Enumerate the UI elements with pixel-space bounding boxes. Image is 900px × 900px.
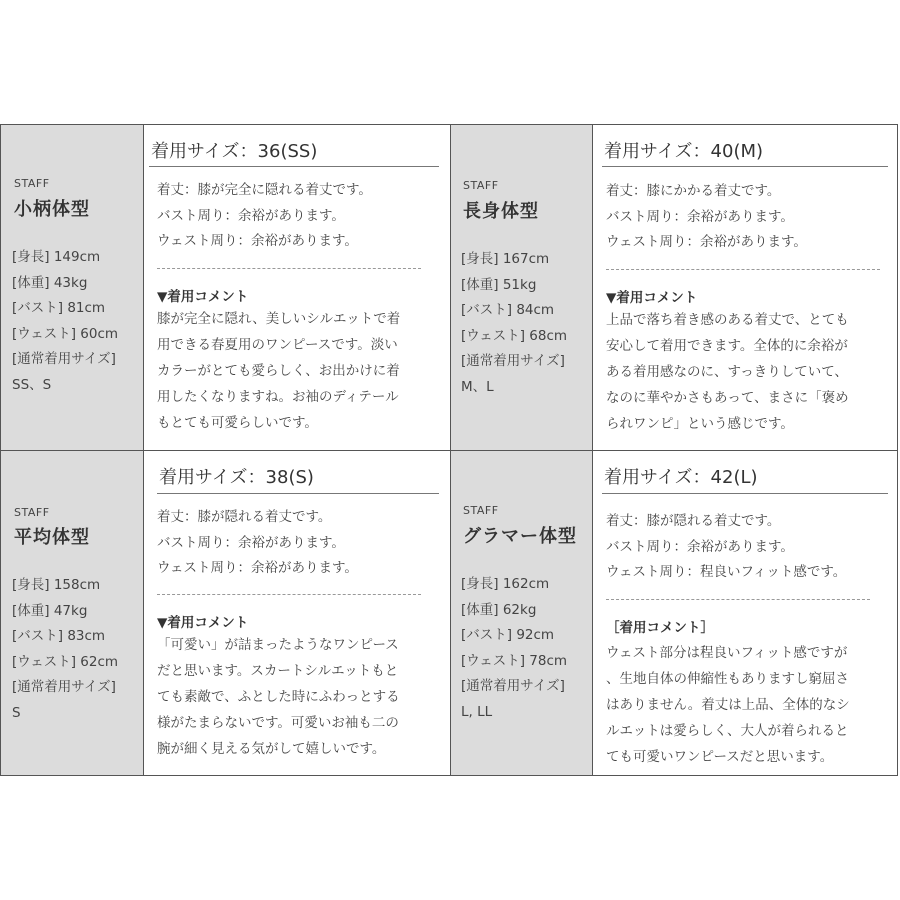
comment-body	[157, 632, 400, 762]
title-divider	[149, 166, 439, 167]
staff-label: STAFF	[463, 504, 499, 517]
stat-bust: [バスト] 83cm	[12, 628, 106, 645]
stat-weight: [体重] 62kg	[461, 601, 537, 618]
fit-review-panel	[143, 125, 450, 450]
size-title: 着用サイズ：36(SS)	[151, 141, 318, 162]
staff-label: STAFF	[14, 506, 50, 519]
dashed-divider	[157, 594, 421, 595]
staff-stats	[461, 247, 567, 401]
comment-heading: ［着用コメント］	[606, 620, 714, 636]
fit-details	[606, 179, 807, 256]
body-type-title: 長身体型	[463, 201, 539, 222]
staff-profile-panel	[450, 125, 592, 450]
dashed-divider	[606, 599, 870, 600]
staff-fit-table	[0, 124, 898, 776]
comment-line: 用したくなりますね。お袖のディテール	[157, 389, 399, 405]
comment-line: カラーがとても愛らしく、お出かけに着	[157, 363, 400, 379]
fit-review-panel	[592, 451, 897, 775]
size-title: 着用サイズ：38(S)	[159, 467, 314, 488]
comment-line: ある着用感なのに、すっきりしていて、	[606, 364, 848, 380]
body-type-title: 小柄体型	[14, 199, 90, 220]
dashed-divider	[606, 269, 880, 270]
fit-bust: バスト周り：余裕があります。	[606, 538, 794, 555]
stat-usual-size-value: S	[12, 704, 21, 721]
stat-weight: [体重] 43kg	[12, 274, 88, 291]
stat-waist: [ウェスト] 78cm	[461, 652, 568, 669]
stat-usual-size-label: [通常着用サイズ]	[461, 678, 565, 695]
stat-waist: [ウェスト] 62cm	[12, 653, 119, 670]
stat-bust: [バスト] 81cm	[12, 300, 106, 317]
size-title: 着用サイズ：42(L)	[604, 467, 758, 488]
stat-height: [身長] 149cm	[12, 249, 101, 265]
comment-line: 上品で落ち着き感のある着丈で、とても	[606, 312, 849, 328]
comment-body	[606, 640, 850, 770]
fit-length: 着丈：膝が隠れる着丈です。	[606, 513, 781, 529]
comment-line: ても素敵で、ふとした時にふわっとする	[157, 689, 400, 705]
comment-heading: ▼着用コメント	[157, 289, 249, 305]
staff-profile-panel	[1, 451, 143, 775]
fit-length: 着丈：膝が隠れる着丈です。	[157, 509, 332, 525]
stat-usual-size-value: L, LL	[461, 703, 493, 720]
stat-height: [身長] 162cm	[461, 576, 550, 592]
comment-line: なのに華やかさもあって、まさに「褒め	[606, 390, 849, 406]
stat-weight: [体重] 47kg	[12, 602, 88, 619]
comment-heading: ▼着用コメント	[157, 615, 249, 631]
staff-profile-panel	[1, 125, 143, 450]
title-divider	[157, 493, 439, 494]
stat-usual-size-label: [通常着用サイズ]	[12, 351, 116, 368]
staff-label: STAFF	[463, 179, 499, 192]
comment-line: 「可愛い」が詰まったようなワンピース	[157, 637, 399, 653]
comment-heading: ▼着用コメント	[606, 290, 698, 306]
fit-details	[157, 505, 358, 582]
fit-review-panel	[592, 125, 897, 450]
dashed-divider	[157, 268, 421, 269]
stat-usual-size-label: [通常着用サイズ]	[461, 353, 565, 370]
fit-waist: ウェスト周り：余裕があります。	[157, 233, 358, 250]
stat-usual-size-label: [通常着用サイズ]	[12, 679, 116, 696]
comment-line: ウェスト部分は程良いフィット感ですが	[606, 645, 848, 661]
staff-profile-panel	[450, 451, 592, 775]
comment-line: だと思います。スカートシルエットもと	[157, 663, 399, 679]
body-type-title: グラマー体型	[463, 526, 577, 547]
stat-height: [身長] 158cm	[12, 577, 101, 593]
stat-bust: [バスト] 92cm	[461, 627, 555, 644]
body-type-title: 平均体型	[14, 527, 90, 548]
fit-details	[606, 509, 846, 586]
stat-waist: [ウェスト] 60cm	[12, 325, 119, 342]
fit-bust: バスト周り：余裕があります。	[157, 534, 345, 551]
comment-body	[157, 306, 400, 436]
fit-bust: バスト周り：余裕があります。	[157, 207, 345, 224]
fit-details	[157, 178, 372, 255]
size-title: 着用サイズ：40(M)	[604, 141, 764, 162]
fit-waist: ウェスト周り：程良いフィット感です。	[606, 564, 847, 581]
fit-waist: ウェスト周り：余裕があります。	[157, 560, 358, 577]
fit-length: 着丈：膝が完全に隠れる着丈です。	[157, 182, 372, 198]
comment-line: 膝が完全に隠れ、美しいシルエットで着	[157, 311, 401, 327]
staff-stats	[461, 572, 567, 726]
stat-usual-size-value: SS、S	[12, 376, 52, 393]
staff-stats	[12, 245, 118, 399]
comment-line: はありません。着丈は上品、全体的なシ	[606, 697, 850, 713]
comment-line: られワンピ」という感じです。	[606, 416, 794, 432]
stat-height: [身長] 167cm	[461, 251, 550, 267]
stat-usual-size-value: M、L	[461, 378, 494, 395]
comment-line: もとても可愛らしいです。	[157, 415, 318, 431]
fit-waist: ウェスト周り：余裕があります。	[606, 234, 807, 251]
title-divider	[602, 166, 888, 167]
stat-weight: [体重] 51kg	[461, 276, 537, 293]
stat-waist: [ウェスト] 68cm	[461, 327, 568, 344]
comment-line: 、生地自体の伸縮性もありますし窮屈さ	[606, 671, 849, 687]
comment-line: 腕が細く見える気がして嬉しいです。	[157, 741, 386, 757]
fit-length: 着丈：膝にかかる着丈です。	[606, 183, 781, 199]
grid-line	[1, 450, 897, 451]
title-divider	[602, 493, 888, 494]
comment-body	[606, 307, 849, 437]
comment-line: 安心して着用できます。全体的に余裕が	[606, 338, 848, 354]
staff-label: STAFF	[14, 177, 50, 190]
stat-bust: [バスト] 84cm	[461, 302, 555, 319]
comment-line: 用できる春夏用のワンピースです。淡い	[157, 337, 398, 353]
fit-review-panel	[143, 451, 450, 775]
comment-line: ルエットは愛らしく、大人が着られると	[606, 723, 849, 739]
comment-line: ても可愛いワンピースだと思います。	[606, 749, 834, 765]
staff-stats	[12, 573, 118, 727]
comment-line: 様がたまらないです。可愛いお袖も二の	[157, 715, 399, 731]
fit-bust: バスト周り：余裕があります。	[606, 208, 794, 225]
